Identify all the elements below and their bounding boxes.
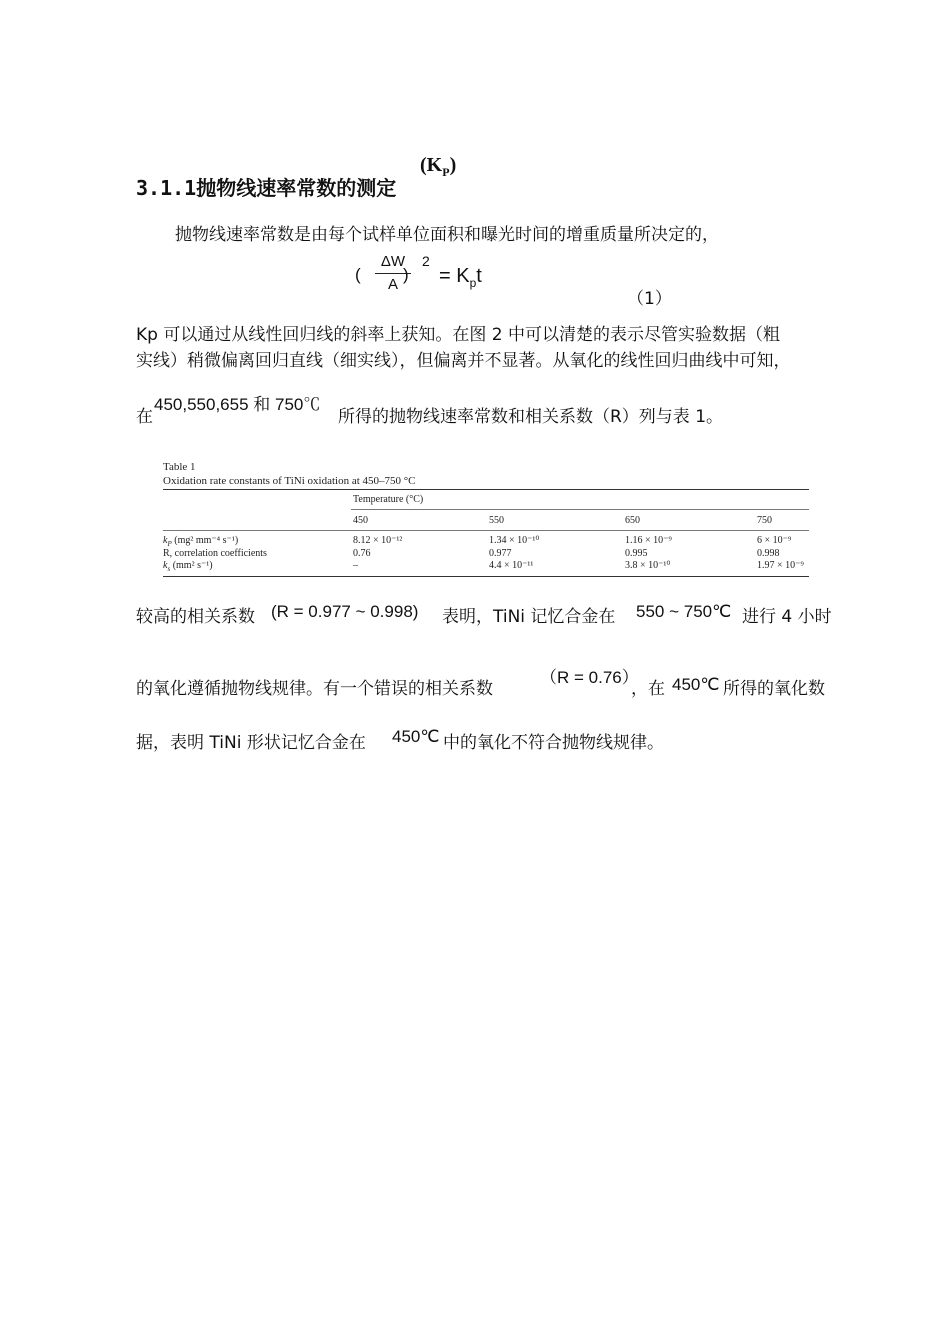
cell-ks-650: 3.8 × 10⁻¹⁰ (625, 560, 671, 571)
exponent: 2 (422, 253, 430, 269)
row-label-kp-k: k (163, 535, 168, 546)
table-group-header: Temperature (°C) (353, 494, 424, 505)
cell-ks-750: 1.97 × 10⁻⁹ (757, 560, 804, 571)
row-label-kp-units: (mg² mm⁻⁴ s⁻¹) (171, 535, 239, 546)
paragraph-3-line-1-mid: 表明，TiNi 记忆合金在 (442, 607, 616, 627)
row-label-kp-sub: P (167, 540, 172, 548)
heading-kp-symbol: $(K_P)$ (420, 154, 457, 179)
paragraph-2-line-2: 实线）稍微偏离回归直线（细实线），但偏离并不显著。从氧化的线性回归曲线中可知， (136, 351, 791, 371)
paragraph-3-line-3-start: 据，表明 TiNi 形状记忆合金在 (136, 733, 366, 753)
section-number: 3.1.1 (136, 176, 197, 200)
cell-ks-450: – (353, 560, 358, 571)
section-heading (136, 172, 396, 201)
row-label-ks-units: (mm² s⁻¹) (170, 560, 213, 571)
cell-r-550: 0.977 (489, 548, 512, 559)
temperature-list: 450,550,655 和 750℃ (154, 395, 321, 414)
equation-rhs (439, 265, 482, 290)
rhs-sub: p (469, 276, 477, 290)
rhs-prefix: = K (439, 265, 470, 287)
table-group-rule (351, 509, 809, 510)
kp-main: K (426, 154, 443, 176)
paragraph-2-line-3: 所得的抛物线速率常数和相关系数（R）列与表 1。 (338, 407, 724, 427)
cell-r-750: 0.998 (757, 548, 780, 559)
temperature-450-b: 450℃ (392, 727, 440, 746)
col-header-750: 750 (757, 515, 772, 526)
row-label-kp (163, 535, 238, 548)
paragraph-1: 抛物线速率常数是由每个试样单位面积和曝光时间的增重质量所决定的， (175, 225, 719, 245)
cell-r-650: 0.995 (625, 548, 648, 559)
row-label-ks (163, 560, 213, 573)
denominator: A (387, 276, 398, 293)
table-top-rule (163, 489, 809, 490)
cell-kp-550: 1.34 × 10⁻¹⁰ (489, 535, 540, 546)
rhs-suffix: t (476, 265, 482, 287)
kp-sub: P (442, 165, 450, 179)
cell-r-450: 0.76 (353, 548, 371, 559)
col-header-450: 450 (353, 515, 368, 526)
row-label-r: R, correlation coefficients (163, 548, 267, 559)
table-caption: Oxidation rate constants of TiNi oxidation at 450–750 °C (163, 475, 416, 487)
paragraph-3-line-2-mid: ，在 (631, 679, 665, 699)
col-header-550: 550 (489, 515, 504, 526)
table-bottom-rule (163, 576, 809, 577)
equation-number: （1） (627, 289, 672, 309)
paragraph-3-line-2-end: 所得的氧化数 (723, 679, 825, 699)
col-header-650: 650 (625, 515, 640, 526)
cell-ks-550: 4.4 × 10⁻¹¹ (489, 560, 534, 571)
correlation-range: (R = 0.977 ~ 0.998) (271, 602, 419, 621)
paragraph-3-line-2-start: 的氧化遵循抛物线规律。有一个错误的相关系数 (136, 679, 493, 699)
section-title: 抛物线速率常数的测定 (196, 176, 397, 200)
cell-kp-450: 8.12 × 10⁻¹² (353, 535, 403, 546)
wrong-correlation: （R = 0.76） (540, 668, 639, 687)
temperature-450-a: 450℃ (672, 675, 720, 694)
table-label: Table 1 (163, 461, 196, 473)
temperature-range: 550 ~ 750℃ (636, 602, 732, 621)
table-header-rule (163, 530, 809, 531)
numerator: ΔW (380, 253, 406, 270)
cell-kp-650: 1.16 × 10⁻⁹ (625, 535, 672, 546)
paragraph-2-at: 在 (136, 407, 153, 427)
paragraph-3-line-3-end: 中的氧化不符合抛物线规律。 (443, 733, 664, 753)
row-label-ks-k: k (163, 560, 168, 571)
paragraph-2-line-1: Kp 可以通过从线性回归线的斜率上获知。在图 2 中可以清楚的表示尽管实验数据（粗 (136, 325, 780, 345)
right-paren: ) (403, 265, 409, 284)
left-paren: ( (355, 265, 361, 284)
row-label-ks-sub: s (167, 565, 171, 573)
paragraph-3-line-1-end: 进行 4 小时 (742, 607, 832, 627)
paragraph-3-line-1-start: 较高的相关系数 (136, 607, 255, 627)
cell-kp-750: 6 × 10⁻⁹ (757, 535, 792, 546)
